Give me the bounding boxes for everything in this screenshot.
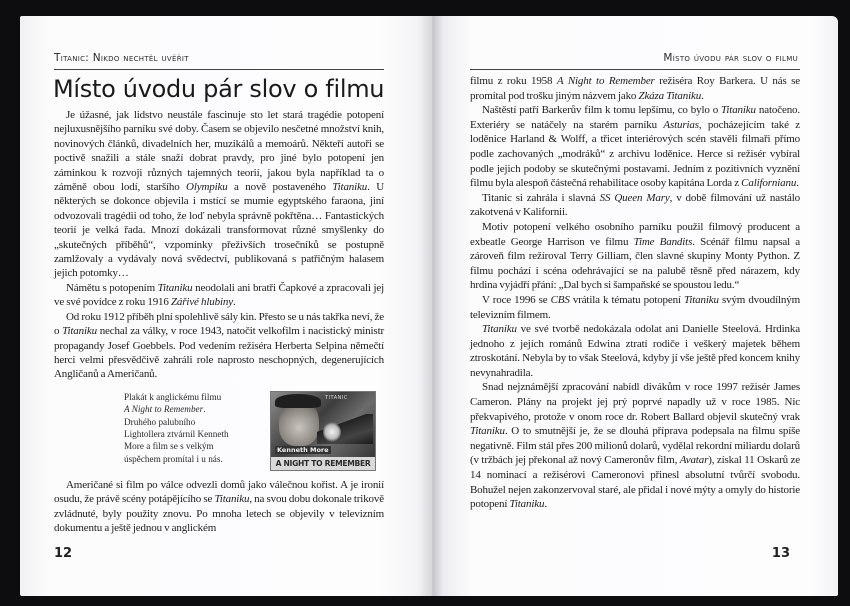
caption-text: úspěchem promítal i u nás. xyxy=(124,453,223,464)
text-run: Američané si film po válce odvezli domů jako válečnou kořist. A je ironií osudu, že právě scény potápějícího se xyxy=(54,478,384,506)
text-run: V roce 1996 se xyxy=(482,293,551,306)
text-run: ve své tvorbě nedokázala odolat ani Danielle Steelová. Hrdinka jednoho z jejích románů Edwina ztratí rodiče i veškerý majetek během ztroskotání. Nebyla by to však Steelová, kdyby jí vše ještě před koncem knihy nevynahradila. xyxy=(470,323,800,379)
poster-cap xyxy=(275,394,321,408)
text-run: . xyxy=(796,177,799,190)
italic-text: Titaniku xyxy=(332,181,368,194)
italic-text: Asturias xyxy=(663,118,699,131)
text-run: režiséra Roy Barkera. U nás se promítal pod trošku jiným názvem jako xyxy=(470,75,801,102)
poster-actor-name: Kenneth More xyxy=(277,445,329,454)
caption-line xyxy=(124,440,252,452)
italic-text: Titaniku xyxy=(62,325,97,338)
left-page-body xyxy=(54,108,384,535)
caption-text: Plakát k anglickému filmu xyxy=(124,391,222,402)
text-run: Motiv potopení velkého osobního parníku použil filmový producent a exbeatle George Harrison ve filmu xyxy=(470,220,800,248)
text-run: nechal za války, v roce 1943, natočit velkofilm i nacistický ministr propagandy Josef Goebbels. Pod vedením režiséra Herberta Selpina němečtí herci velmi přesvědčivě zahráli role naprosto neschopných, degenerujících Angličanů a Američanů. xyxy=(54,325,384,381)
poster-header-text: TITANIC xyxy=(325,394,348,401)
header-rule-right xyxy=(470,69,800,70)
poster-image xyxy=(270,391,376,471)
text-run: Námětu s potopením xyxy=(66,281,158,294)
poster-banner-title: A NIGHT TO REMEMBER xyxy=(271,457,375,470)
italic-text: Olympiku xyxy=(186,181,228,194)
italic-text: Titaniku xyxy=(509,498,545,511)
text-run: neodolali ani bratři Čapkové a zpracovali jej ve své povídce z roku 1916 xyxy=(54,281,384,309)
italic-text: Zářivé hlubiny xyxy=(170,296,233,309)
chapter-title: Místo úvodu pár slov o filmu xyxy=(53,75,385,103)
paragraph xyxy=(470,380,800,511)
caption-line xyxy=(124,428,252,440)
caption-line xyxy=(124,453,252,465)
caption-line xyxy=(124,416,252,428)
text-run: . xyxy=(232,296,236,309)
paragraph xyxy=(470,191,800,220)
text-run: natočeno. Exteriéry se natáčely na starém parníku xyxy=(470,104,800,131)
italic-text: Titaniku xyxy=(482,323,517,336)
text-run: Od roku 1912 příběh plní spolehlivě sály kin. Přesto se u nás takřka neví, že o xyxy=(54,310,384,338)
running-head-left: Titanic: Nikdo nechtěl uvěřit xyxy=(54,52,189,64)
caption-text: More a film se s velkým xyxy=(124,441,214,452)
italic-text: Time Bandits xyxy=(633,235,693,248)
caption-line xyxy=(124,403,252,415)
body-text-left-top xyxy=(54,108,384,382)
text-run: ), získal 11 Oskarů ze 14 nominací a režisérovi Cameronovi přinesl absolutní tvůrčí svobodu. Bohužel nejen zakonzervoval staré, ale přidal i nové mýty a omyly do historie potopení xyxy=(470,454,800,511)
text-run: , v době filmování už nastálo zakotvená v Kalifornii. xyxy=(470,191,801,219)
paragraph xyxy=(54,281,384,310)
body-text-left-bottom xyxy=(54,478,384,536)
text-run: , pocházejícím také z loděnice Harland & Wolff, a třicet interiérových scén stavěli filmaři přímo podle zachovaných „modráků“ z archivu loděnice. Herce si režisér vybíral podle jejich podoby se skutečnými postavami. Jedním z pozitivních vyznění filmu byla alespoň částečná rehabilitace osoby kapitána Lorda z xyxy=(470,118,800,190)
italic-text: Titaniku xyxy=(684,293,719,306)
paragraph xyxy=(54,478,384,536)
paragraph xyxy=(470,322,800,380)
text-run: svým dvoudílným televizním filmem. xyxy=(470,293,800,321)
page-number-right: 13 xyxy=(771,546,790,561)
paragraph xyxy=(470,220,800,293)
italic-text: Zkáza Titaniku xyxy=(638,89,702,102)
caption-text: Druhého palubního xyxy=(124,416,196,427)
text-run: . O to smutnější je, že se dlouhá příprava podepsala na filmu spíše negativně. Film stál přes 200 milionů dolarů, vydělal rekordní miliardu dolarů (v tržbách jej překonal až nový Cameronův film, xyxy=(470,425,800,467)
text-run: . Scénář filmu napsal a zároveň film režíroval Terry Gilliam, člen slavné skupiny Monty Python. Z filmu pochází i scéna odehrávající se na palubě těsně před nárazem, kdy hrdina vyjádří přání: „Dal bych si šampaňské se spoustou ledu.“ xyxy=(470,235,800,292)
open-book-spread xyxy=(20,16,838,596)
text-run: Titanic si zahrála i slavná xyxy=(482,191,600,204)
italic-text: CBS xyxy=(550,293,570,306)
paragraph xyxy=(470,74,800,103)
text-run: . xyxy=(544,498,547,511)
figure-poster xyxy=(124,391,384,471)
italic-text: Titaniku xyxy=(470,425,505,438)
italic-text: Titaniku xyxy=(157,281,193,294)
text-run: . xyxy=(701,89,704,102)
figure-caption xyxy=(124,391,252,465)
caption-punctuation: . xyxy=(203,404,206,415)
page-number-left: 12 xyxy=(54,546,73,561)
paragraph xyxy=(54,310,384,382)
italic-text: A Night to Remember xyxy=(556,75,655,87)
caption-italic-text: A Night to Remember xyxy=(124,404,204,415)
right-page xyxy=(432,16,838,596)
text-run: Snad nejznámější zpracování nabídl divákům v roce 1997 režisér James Cameron. Plány na projekt jej prý poprvé napadly už v roce 1985. Nic překvapivého, protože v onom roce dr. Robert Ballard objevil skutečný vrak xyxy=(470,381,800,423)
text-run: Je úžasné, jak lidstvo neustále fascinuje sto let stará tragédie potopení nejluxusnějšího parníku své doby. Časem se objevilo nesčetné množství knih, novinových článků, divadelních her, muzikálů a memoárů. Někteří autoři se poctivě snažili a stále snaží dobrat pravdy, pro jiné bylo potopení jen záminkou k rozvoji různých tajemných teorií, jakou byla například ta o záměně obou lodí, staršího xyxy=(54,109,384,194)
italic-text: Titaniku xyxy=(214,493,250,506)
header-rule-left xyxy=(54,69,384,70)
text-run: Naštěstí patří Barkerův film k tomu lepšímu, co bylo o xyxy=(482,104,722,117)
italic-text: SS Queen Mary xyxy=(599,191,670,204)
body-text-right xyxy=(470,74,800,512)
paragraph xyxy=(470,293,800,322)
paragraph xyxy=(54,108,384,281)
italic-text: Avatar xyxy=(679,454,709,467)
text-run: , na svou dobu dokonale trikově zvládnuté, byly použity znovu. Po mnoha letech se objevily v televizním dokumentu a ještě jednou v anglickém xyxy=(54,493,384,534)
paragraph xyxy=(470,103,800,191)
poster-splash xyxy=(323,422,341,442)
caption-line xyxy=(124,391,252,403)
italic-text: Titaniku xyxy=(721,104,756,117)
italic-text: Californianu xyxy=(741,177,797,190)
left-page xyxy=(20,16,432,596)
running-head-right: Místo úvodu pár slov o filmu xyxy=(663,52,798,64)
caption-text: Lightollera ztvárnil Kenneth xyxy=(124,428,229,439)
text-run: a nově postaveného xyxy=(227,181,333,194)
text-run: . U některých se dokonce objevila i mstící se mumie egyptského faraona, jiní odvozovali tragédii od toho, že loď nebyla správně pokřtěna… Fantastických teorií je velká řada. Mnozí dokázali transformovat různé smyšlenky do „skutečných příběhů“, vzpomínky přeživších trosečníků se postupně zamlžovaly a vydávaly nová svědectví, publikovaná s patřičným halasem jejich potomky… xyxy=(54,181,384,280)
text-run: vrátila k tématu potopení xyxy=(569,293,684,306)
text-run: filmu z roku 1958 xyxy=(470,75,557,87)
